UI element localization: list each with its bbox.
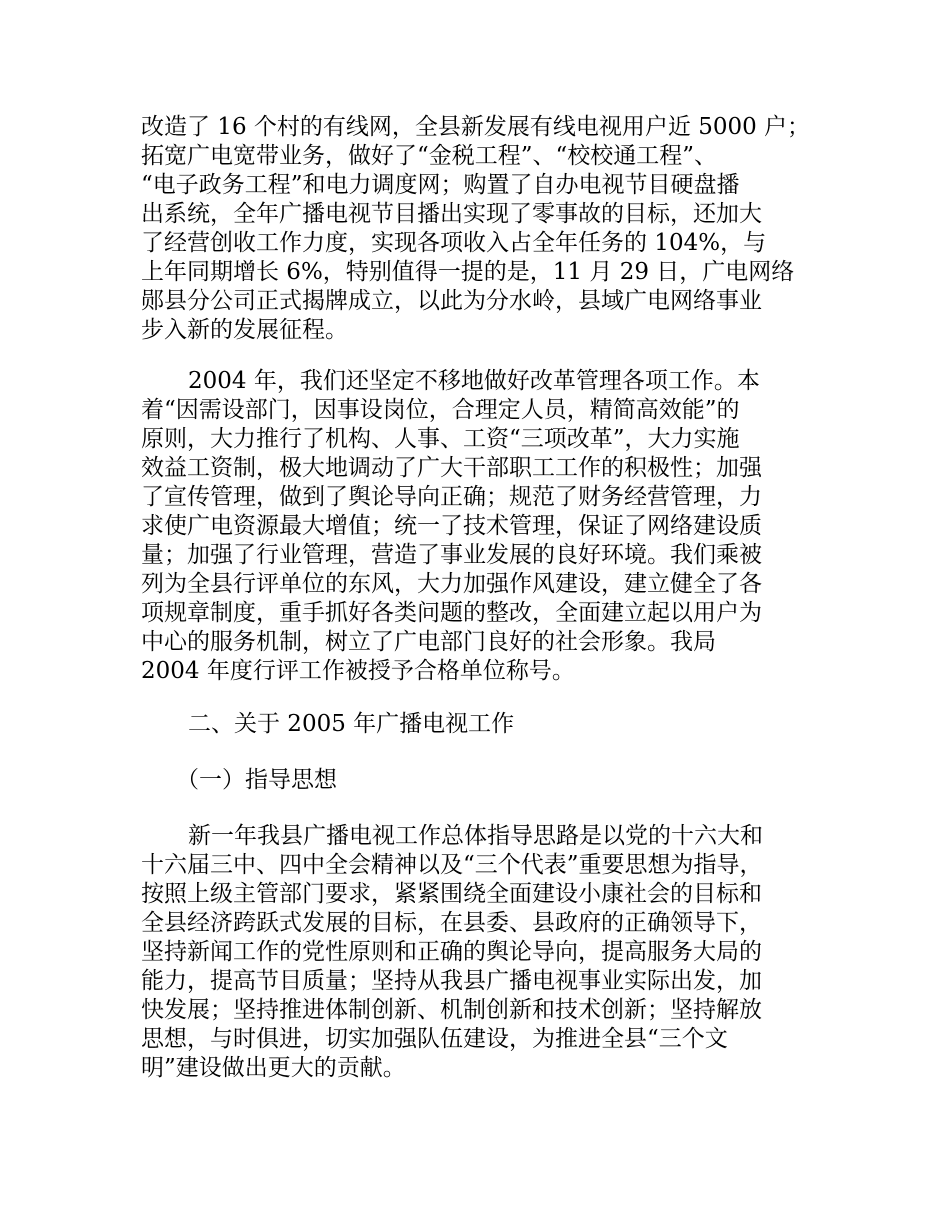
text-line: 快发展；坚持推进体制创新、机制创新和技术创新；坚持解放	[141, 997, 762, 1023]
text-line: 求使广电资源最大增值；统一了技术管理，保证了网络建设质	[141, 513, 762, 539]
text-line: 改造了 16 个村的有线网，全县新发展有线电视用户近 5000 户；	[141, 114, 811, 140]
text-line: 原则，大力推行了机构、人事、工资“三项改革”，大力实施	[141, 426, 740, 452]
subsection-heading: （一）指导思想	[176, 767, 337, 793]
text-line: 坚持新闻工作的党性原则和正确的舆论导向，提高服务大局的	[141, 939, 762, 965]
text-line: 了宣传管理，做到了舆论导向正确；规范了财务经营管理，力	[141, 484, 762, 510]
section-heading: 二、关于 2005 年广播电视工作	[188, 711, 515, 737]
text-line: 能力，提高节目质量；坚持从我县广播电视事业实际出发，加	[141, 968, 762, 994]
text-line: 项规章制度，重手抓好各类问题的整改，全面建立起以用户为	[141, 600, 762, 626]
text-line: 列为全县行评单位的东风，大力加强作风建设，建立健全了各	[141, 571, 762, 597]
text-line: 拓宽广电宽带业务，做好了“金税工程”、“校校通工程”、	[141, 143, 718, 169]
text-line: 上年同期增长 6%，特别值得一提的是，11 月 29 日，广电网络	[141, 259, 795, 285]
text-line: 思想，与时俱进，切实加强队伍建设，为推进全县“三个文	[141, 1026, 728, 1052]
text-line: 新一年我县广播电视工作总体指导思路是以党的十六大和	[188, 823, 763, 849]
text-line: 十六届三中、四中全会精神以及“三个代表”重要思想为指导，	[141, 852, 763, 878]
text-line: 了经营创收工作力度，实现各项收入占全年任务的 104%，与	[141, 230, 767, 256]
text-line: “电子政务工程”和电力调度网；购置了自办电视节目硬盘播	[141, 172, 740, 198]
text-line: 2004 年度行评工作被授予合格单位称号。	[141, 658, 575, 684]
text-line: 效益工资制，极大地调动了广大干部职工工作的积极性；加强	[141, 455, 762, 481]
text-line: 全县经济跨跃式发展的目标，在县委、县政府的正确领导下，	[141, 910, 762, 936]
text-line: 2004 年，我们还坚定不移地做好改革管理各项工作。本	[188, 368, 760, 394]
text-line: 按照上级主管部门要求，紧紧围绕全面建设小康社会的目标和	[141, 881, 762, 907]
text-line: 量；加强了行业管理，营造了事业发展的良好环境。我们乘被	[141, 542, 762, 568]
text-line: 明”建设做出更大的贡献。	[141, 1055, 406, 1081]
text-line: 着“因需设部门，因事设岗位，合理定人员，精简高效能”的	[141, 397, 740, 423]
text-line: 出系统，全年广播电视节目播出实现了零事故的目标，还加大	[141, 201, 762, 227]
text-line: 步入新的发展征程。	[141, 317, 348, 343]
text-line: 中心的服务机制，树立了广电部门良好的社会形象。我局	[141, 629, 716, 655]
text-line: 郧县分公司正式揭牌成立，以此为分水岭，县域广电网络事业	[141, 288, 762, 314]
